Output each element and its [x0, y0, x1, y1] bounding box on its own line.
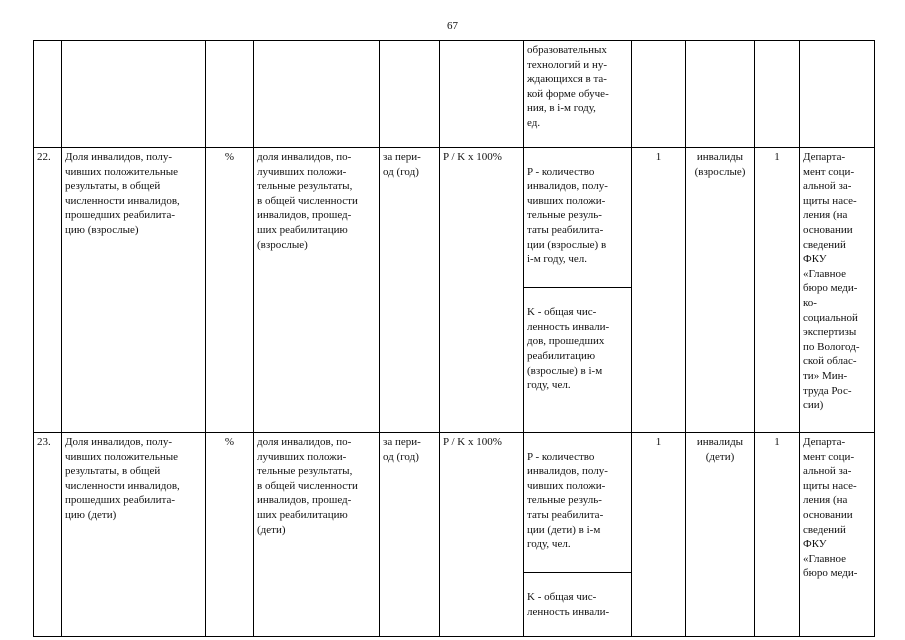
cell-definition: [254, 41, 380, 148]
col8-value: 1: [632, 148, 686, 433]
col10-value: 1: [755, 148, 800, 433]
continuation-row: [34, 41, 875, 148]
cell-source: [800, 41, 875, 148]
cell-col8: [632, 41, 686, 148]
variable-p-description: P - количество инвалидов, полу- чивших положи- тельные резуль- таты реабилита- ции (дети) в i-м году, чел.: [524, 448, 631, 573]
row-number: 23.: [34, 433, 62, 637]
indicator-table: [33, 40, 875, 637]
data-source: Департа- мент соци- альной за- щиты насе- ления (на основании сведений ФКУ «Главное бюро меди-: [800, 433, 875, 637]
indicator-name: Доля инвалидов, полу- чивших положительные результаты, в общей численности инвалидов, прошедших реабилита- цию (взрослые): [62, 148, 206, 433]
population-group: инвалиды (дети): [686, 433, 755, 637]
formula-variables: [524, 148, 632, 433]
cell-period: [380, 41, 440, 148]
cell-col10: [755, 41, 800, 148]
unit: %: [206, 148, 254, 433]
cell-num: [34, 41, 62, 148]
cell-formula-description: образовательных технологий и ну- ждающихся в та- кой форме обуче- ния, в i-м году, ед.: [524, 41, 632, 148]
page-number: 67: [447, 20, 458, 32]
variable-p-description: P - количество инвалидов, полу- чивших положи- тельные резуль- таты реабилита- ции (взрослые) в i-м году, чел.: [524, 163, 631, 288]
table-row: [34, 148, 875, 433]
indicator-definition: доля инвалидов, по- лучивших положи- тельные результаты, в общей численности инвалидов, прошед- ших реабилитацию (дети): [254, 433, 380, 637]
col10-value: 1: [755, 433, 800, 637]
cell-name: [62, 41, 206, 148]
period: за пери- од (год): [380, 148, 440, 433]
unit: %: [206, 433, 254, 637]
population-group: инвалиды (взрослые): [686, 148, 755, 433]
indicator-name: Доля инвалидов, полу- чивших положительные результаты, в общей численности инвалидов, прошедших реабилита- цию (дети): [62, 433, 206, 637]
cell-formula: [440, 41, 524, 148]
col8-value: 1: [632, 433, 686, 637]
formula-variables: [524, 433, 632, 637]
variable-k-description: K - общая чис- ленность инвали-: [527, 591, 610, 618]
variable-k-description: K - общая чис- ленность инвали- дов, прошедших реабилитацию (взрослые) в i-м году, чел.: [527, 306, 610, 392]
data-source: Департа- мент соци- альной за- щиты насе- ления (на основании сведений ФКУ «Главное бюро меди- ко- социальной экспертизы по Вологод- ской облас- ти» Мин- труда Рос- сии): [800, 148, 875, 433]
row-number: 22.: [34, 148, 62, 433]
indicator-definition: доля инвалидов, по- лучивших положи- тельные результаты, в общей численности инвалидов, прошед- ших реабилитацию (взрослые): [254, 148, 380, 433]
formula: P / K x 100%: [440, 433, 524, 637]
table-row: [34, 433, 875, 637]
formula: P / K x 100%: [440, 148, 524, 433]
period: за пери- од (год): [380, 433, 440, 637]
cell-group: [686, 41, 755, 148]
cell-unit: [206, 41, 254, 148]
